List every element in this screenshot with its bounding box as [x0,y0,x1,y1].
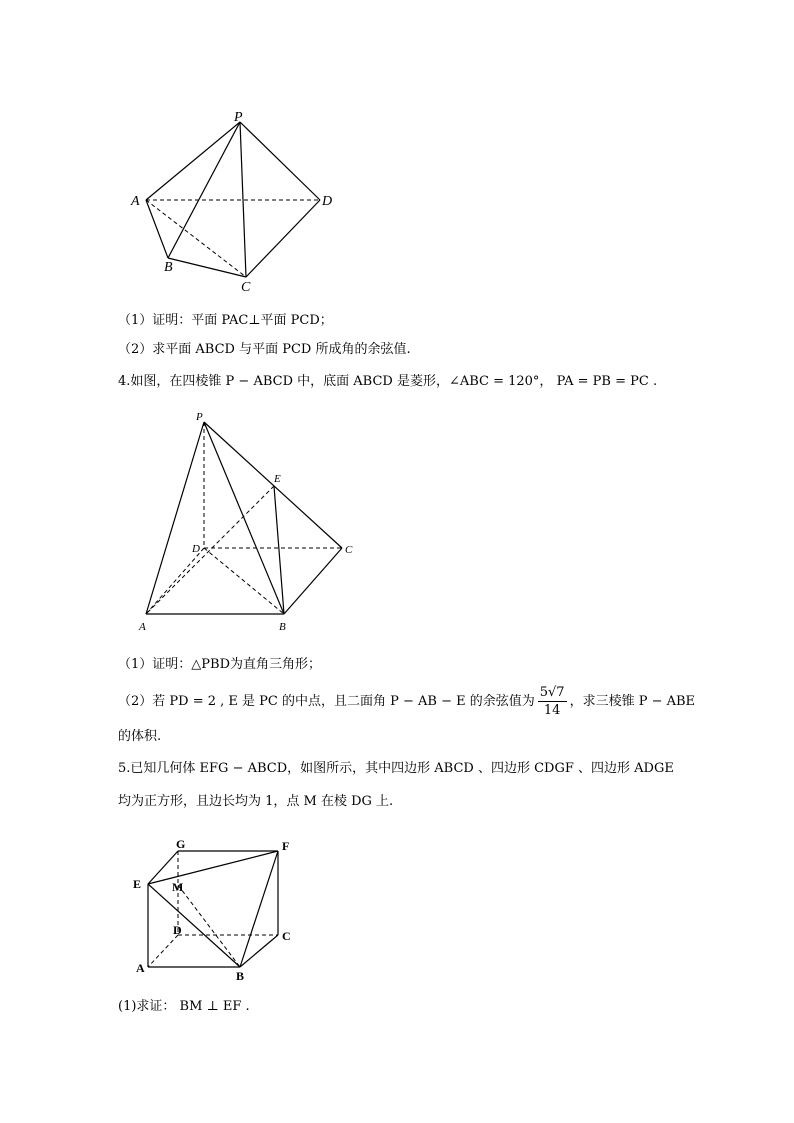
label-F: F [282,839,290,853]
label-C: C [345,544,353,556]
q3-part1: （1）证明：平面 PAC⊥平面 PCD； [118,313,333,328]
edge-PC [204,422,342,548]
q5-stem-line1: 5.已知几何体 EFG − ABCD，如图所示，其中四边形 ABCD 、四边形 CDGF 、四边形 ADGE [118,761,674,776]
q4-part2-text-a: （2）若 PD = 2 , E 是 PC 的中点，且二面角 P − AB − E 的余弦值为 [118,694,535,709]
label-E: E [274,473,281,485]
label-D: D [322,194,333,209]
figure-polyhedron-3 [133,837,291,983]
edge-DB-hidden [204,548,284,614]
edge-PB [168,122,240,258]
label-P: P [234,110,243,125]
edge-PB [204,422,284,614]
q4-stem: 4.如图，在四棱锥 P − ABCD 中，底面 ABCD 是菱形，∠ABC = 120°， PA = PB = PC . [118,374,658,389]
q4-part2-text-b: ，求三棱锥 P − ABE [569,694,696,709]
edge-FB [240,851,278,967]
label-B: B [236,969,245,983]
edge-BC [168,258,246,277]
label-C: C [241,280,251,295]
edge-PD [240,122,320,200]
edge-EF [148,851,278,884]
label-A: A [136,961,145,975]
label-D: D [173,923,182,937]
label-M: M [172,880,184,894]
q4-part2 [118,684,695,720]
q4-part1: （1）证明：△PBD为直角三角形； [118,657,321,672]
edge-BC [284,548,342,614]
label-G: G [176,837,186,851]
label-E: E [133,877,142,891]
fraction-denominator: 14 [543,703,561,718]
label-B: B [279,621,286,633]
q4-part2-cont: 的体积. [118,729,162,744]
edge-CD [246,200,320,277]
label-P: P [196,411,203,423]
q5-part1: (1)求证： BM ⊥ EF . [118,999,250,1014]
figure-pyramid-2 [138,411,353,633]
q3-part2: （2）求平面 ABCD 与平面 PCD 所成角的余弦值. [118,342,411,357]
edge-DA-hidden [148,935,178,967]
label-D: D [192,543,200,555]
edge-DA-hidden [146,548,204,614]
label-A: A [139,621,146,633]
edge-MB-hidden [178,885,240,967]
label-B: B [164,260,173,275]
cosine-fraction [538,684,567,719]
label-A: A [131,194,140,209]
fraction-numerator: 5√7 [539,685,565,700]
edge-PA [146,122,240,200]
q5-stem-line2: 均为正方形，且边长均为 1，点 M 在棱 DG 上. [118,794,394,809]
edge-EB [148,884,240,967]
label-C: C [282,929,291,943]
